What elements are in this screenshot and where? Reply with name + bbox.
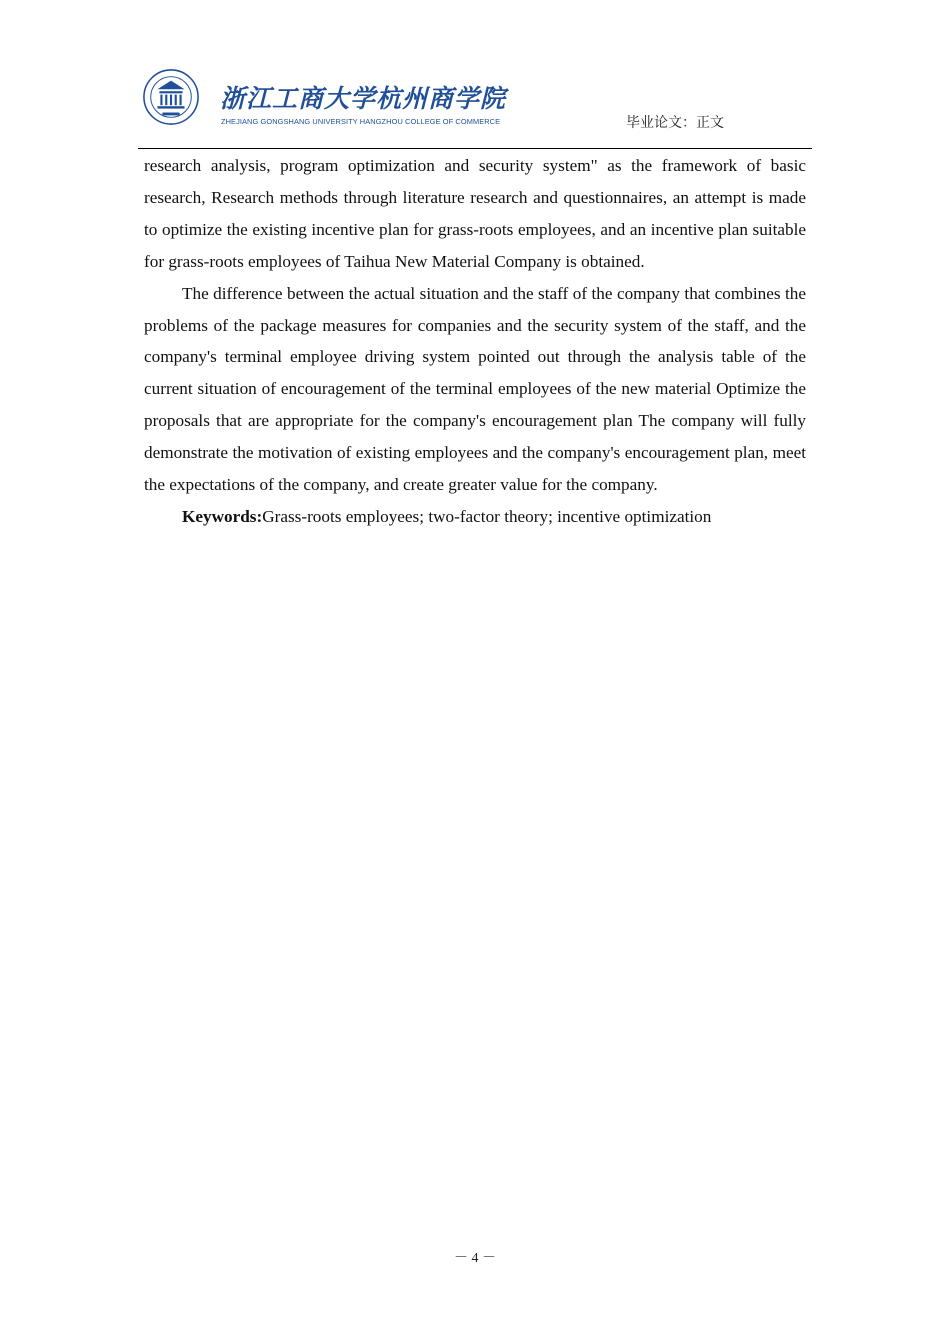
page-number: － 4 － xyxy=(454,1251,496,1266)
body-paragraph-1: research analysis, program optimization and security system" as the framework of basic research, Research methods through literature research and questionnaires, an attempt is made to optimize the existing incentive plan for grass-roots employees, and an incentive plan suitable for grass-roots employees of Taihua New Material Company is obtained. xyxy=(144,156,806,271)
header-section-label: 毕业论文：正文 xyxy=(626,116,724,131)
paper-body xyxy=(144,150,806,533)
keywords-line xyxy=(144,501,806,533)
keywords-text: Grass-roots employees; two-factor theory; incentive optimization xyxy=(262,506,712,526)
keywords-label: Keywords: xyxy=(182,506,263,526)
university-logo-chinese: 浙江工商大学杭州商学院 xyxy=(220,84,507,113)
university-seal-icon xyxy=(142,68,200,126)
page-header xyxy=(138,62,812,149)
university-logo-english: ZHEJIANG GONGSHANG UNIVERSITY HANGZHOU COLLEGE OF COMMERCE xyxy=(221,117,501,126)
body-paragraph-2: The difference between the actual situation and the staff of the company that combines the problems of the package measures for companies and the security system of the staff, and the company's terminal employee driving system pointed out through the analysis table of the current situation of encouragement of the terminal employees of the new material Optimize the proposals that are appropriate for the company's encouragement plan The company will fully demonstrate the motivation of existing employees and the company's encouragement plan, meet the expectations of the company, and create greater value for the company. xyxy=(144,283,806,495)
